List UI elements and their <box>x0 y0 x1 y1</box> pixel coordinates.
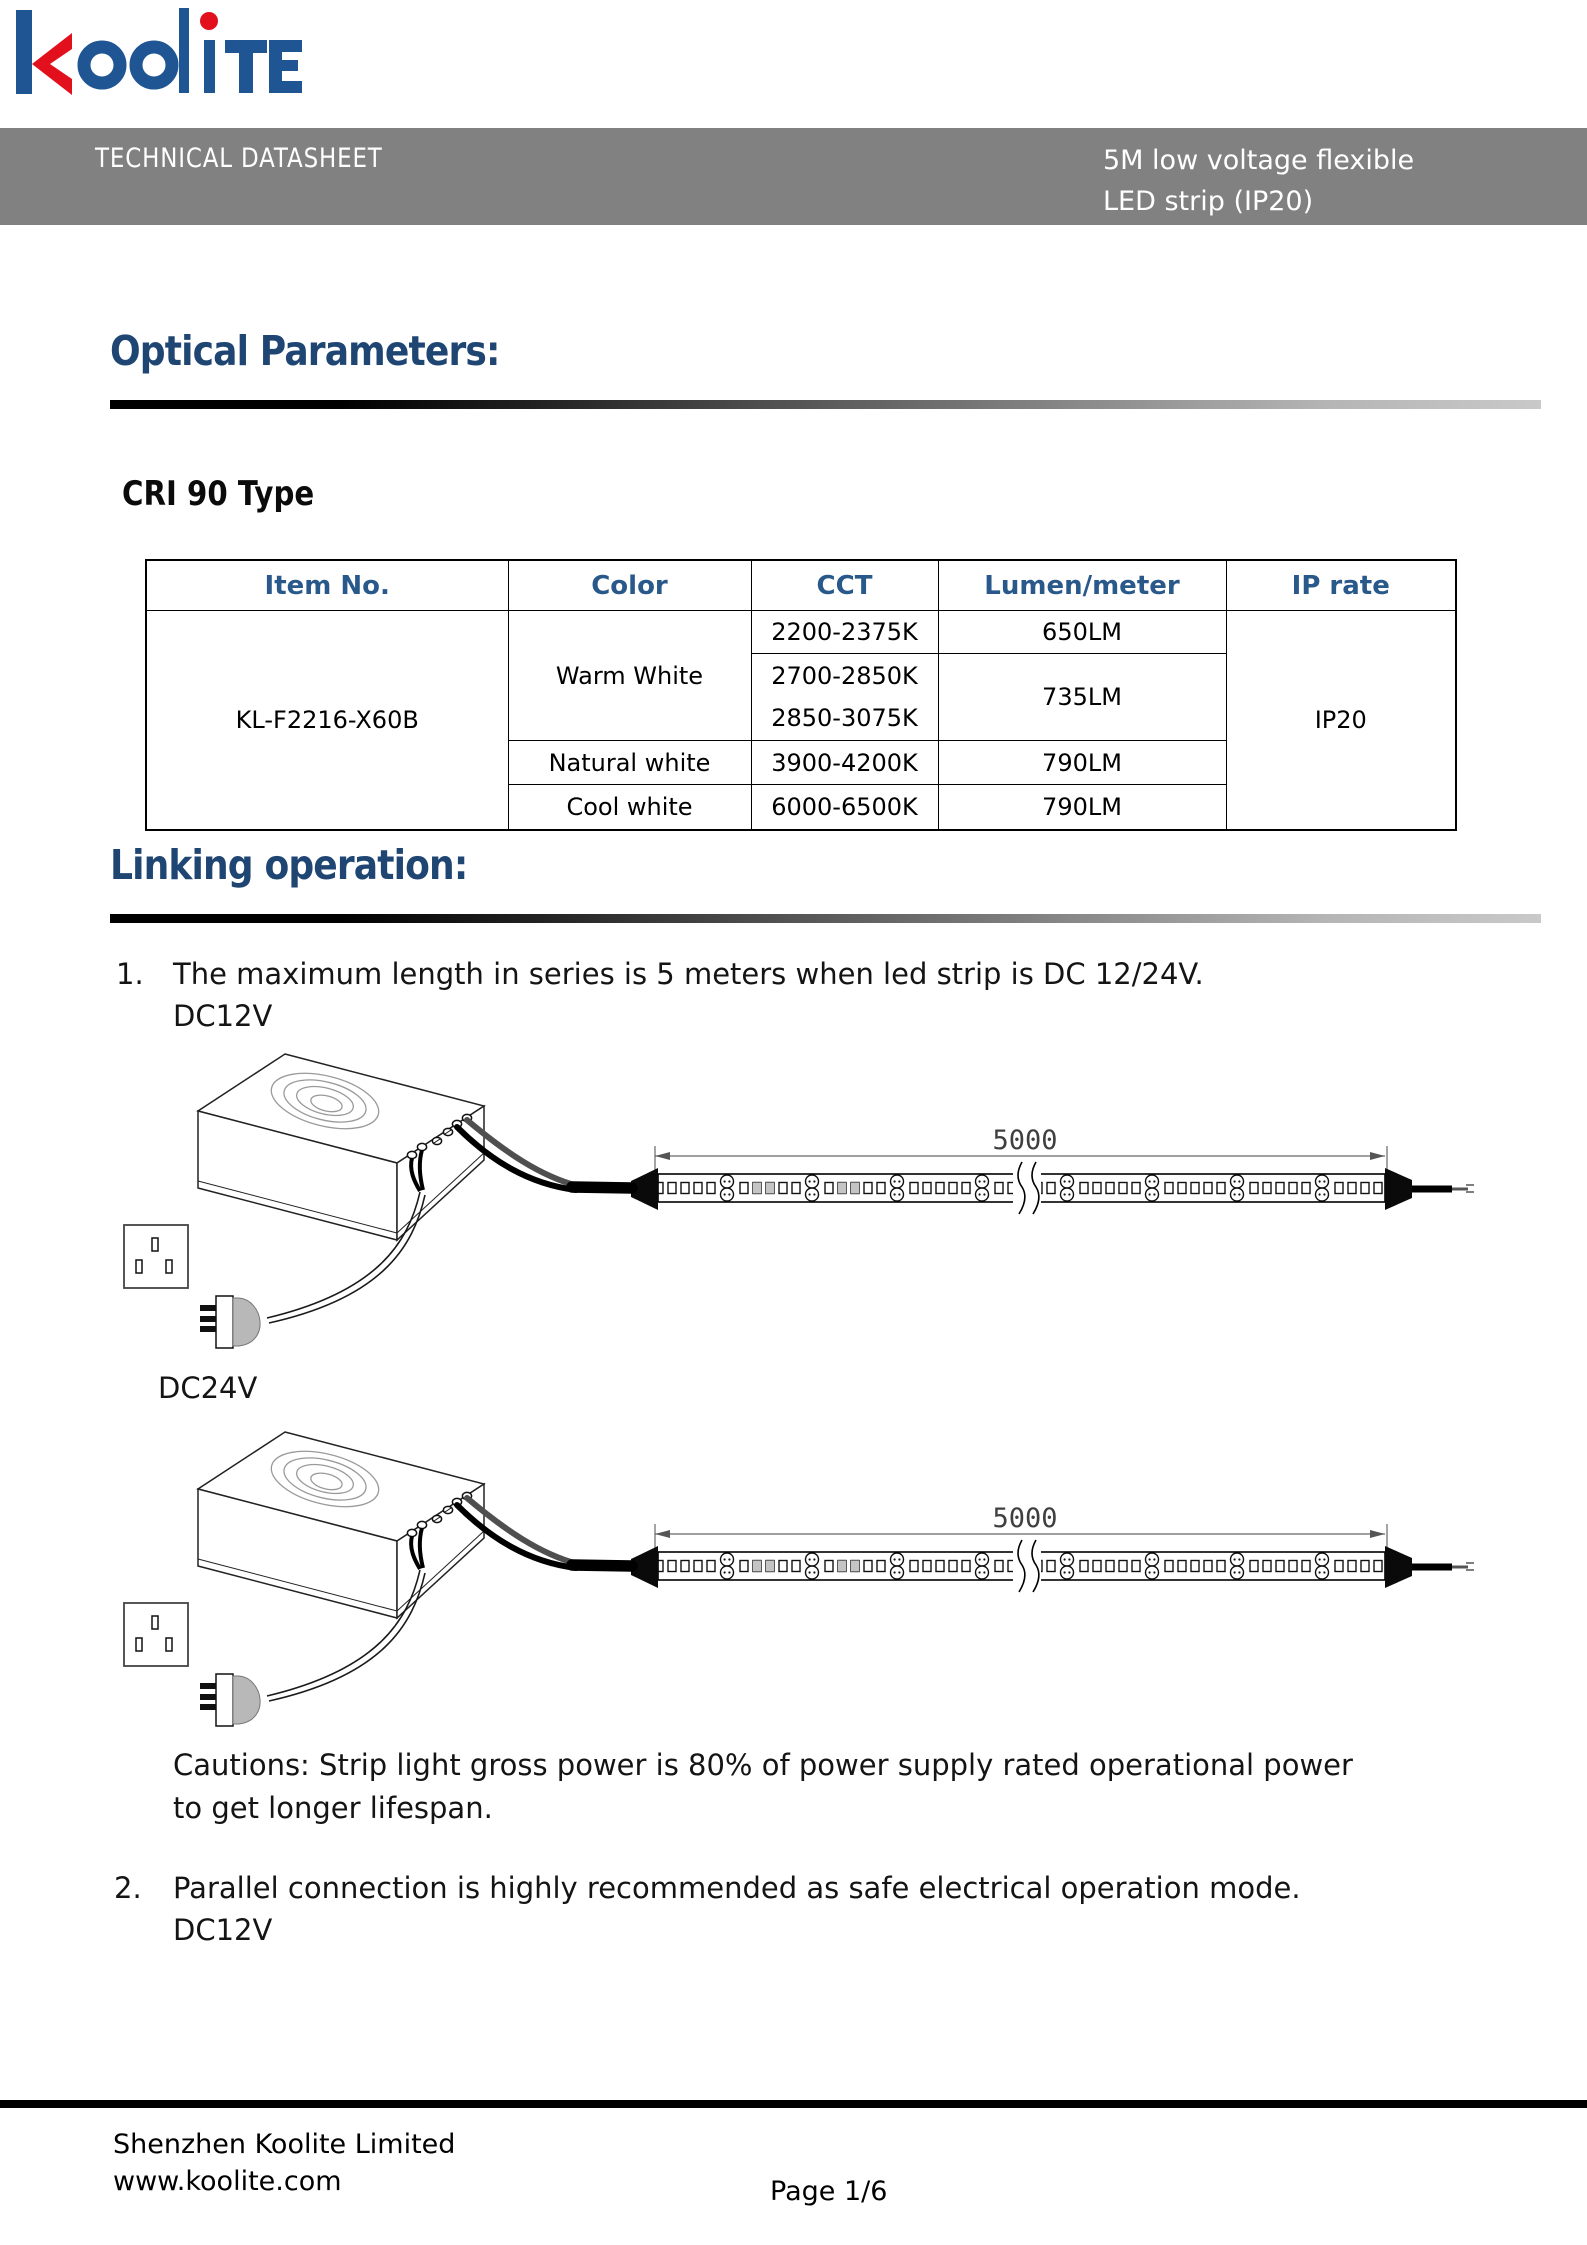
dimension-arrow-left <box>655 1530 670 1538</box>
wall-socket-icon <box>124 1225 188 1288</box>
header-title: TECHNICAL DATASHEET <box>95 143 383 174</box>
output-cable <box>572 1565 632 1566</box>
wall-socket-icon <box>124 1603 188 1666</box>
list-item-2-text: Parallel connection is highly recommended as safe electrical operation mode. <box>173 1871 1301 1905</box>
section-divider <box>110 914 1541 923</box>
color-cell: Natural white <box>508 741 751 785</box>
koolite-logo <box>14 8 324 104</box>
header-subtitle-line2: LED strip (IP20) <box>1103 186 1314 217</box>
dc24v-connection-diagram <box>110 1426 1570 1746</box>
cautions-text <box>173 1744 1353 1830</box>
led-strip <box>631 1162 1474 1214</box>
footer-page-number: Page 1/6 <box>770 2176 888 2207</box>
cautions-line2: to get longer lifespan. <box>173 1791 493 1825</box>
dimension-label: 5000 <box>992 1125 1058 1156</box>
power-supply-box <box>198 1432 484 1618</box>
footer-website: www.koolite.com <box>113 2166 342 2197</box>
power-plug-icon <box>200 1296 260 1348</box>
lumen-cell: 650LM <box>938 611 1226 654</box>
led-strip <box>631 1540 1474 1592</box>
col-header-cct: CCT <box>751 560 938 611</box>
col-header-lumen: Lumen/meter <box>938 560 1226 611</box>
linking-operation-heading: Linking operation: <box>110 841 468 889</box>
table-header-row <box>146 560 1456 611</box>
section-divider <box>110 400 1541 409</box>
header-subtitle-line1: 5M low voltage flexible <box>1103 145 1415 176</box>
koolite-logo-icon <box>14 8 324 100</box>
cct-cell <box>751 654 938 741</box>
strip-connector-right <box>1385 1168 1412 1210</box>
power-plug-icon <box>200 1674 260 1726</box>
cct-range-line2: 2850-3075K <box>771 704 918 732</box>
lumen-cell: 790LM <box>938 741 1226 785</box>
strip-connector-right <box>1385 1546 1412 1588</box>
dc12v-connection-diagram <box>110 1048 1570 1368</box>
footer-divider <box>0 2100 1587 2108</box>
list-item-1-number: 1. <box>116 957 144 991</box>
dc12v-label: DC12V <box>173 999 273 1033</box>
lumen-cell: 790LM <box>938 785 1226 831</box>
dc24v-label: DC24V <box>158 1371 258 1405</box>
dimension-arrow-right <box>1370 1152 1385 1160</box>
cautions-line1: Cautions: Strip light gross power is 80% of power supply rated operational power <box>173 1748 1353 1782</box>
lumen-cell: 735LM <box>938 654 1226 741</box>
dimension-arrow-right <box>1370 1530 1385 1538</box>
list-item-1-text: The maximum length in series is 5 meters when led strip is DC 12/24V. <box>173 957 1204 991</box>
cct-cell: 6000-6500K <box>751 785 938 831</box>
col-header-item-no: Item No. <box>146 560 508 611</box>
cri-type-subheading: CRI 90 Type <box>122 474 315 514</box>
power-supply-box <box>198 1054 484 1240</box>
optical-parameters-table <box>145 559 1457 831</box>
ip-rate-cell: IP20 <box>1226 611 1456 831</box>
footer-company: Shenzhen Koolite Limited <box>113 2129 456 2160</box>
col-header-ip-rate: IP rate <box>1226 560 1456 611</box>
cct-cell: 3900-4200K <box>751 741 938 785</box>
table-row <box>146 611 1456 654</box>
dimension-label: 5000 <box>992 1503 1058 1534</box>
optical-parameters-heading: Optical Parameters: <box>110 327 500 375</box>
cct-range-line1: 2700-2850K <box>771 662 918 690</box>
header-subtitle <box>1103 140 1414 222</box>
dimension-arrow-left <box>655 1152 670 1160</box>
item-no-cell: KL-F2216-X60B <box>146 611 508 831</box>
warm-white-cell: Warm White <box>508 611 751 741</box>
col-header-color: Color <box>508 560 751 611</box>
color-cell: Cool white <box>508 785 751 831</box>
cct-cell: 2200-2375K <box>751 611 938 654</box>
list-item-2-number: 2. <box>114 1871 142 1905</box>
output-cable <box>572 1187 632 1188</box>
dc12v-label-2: DC12V <box>173 1913 273 1947</box>
